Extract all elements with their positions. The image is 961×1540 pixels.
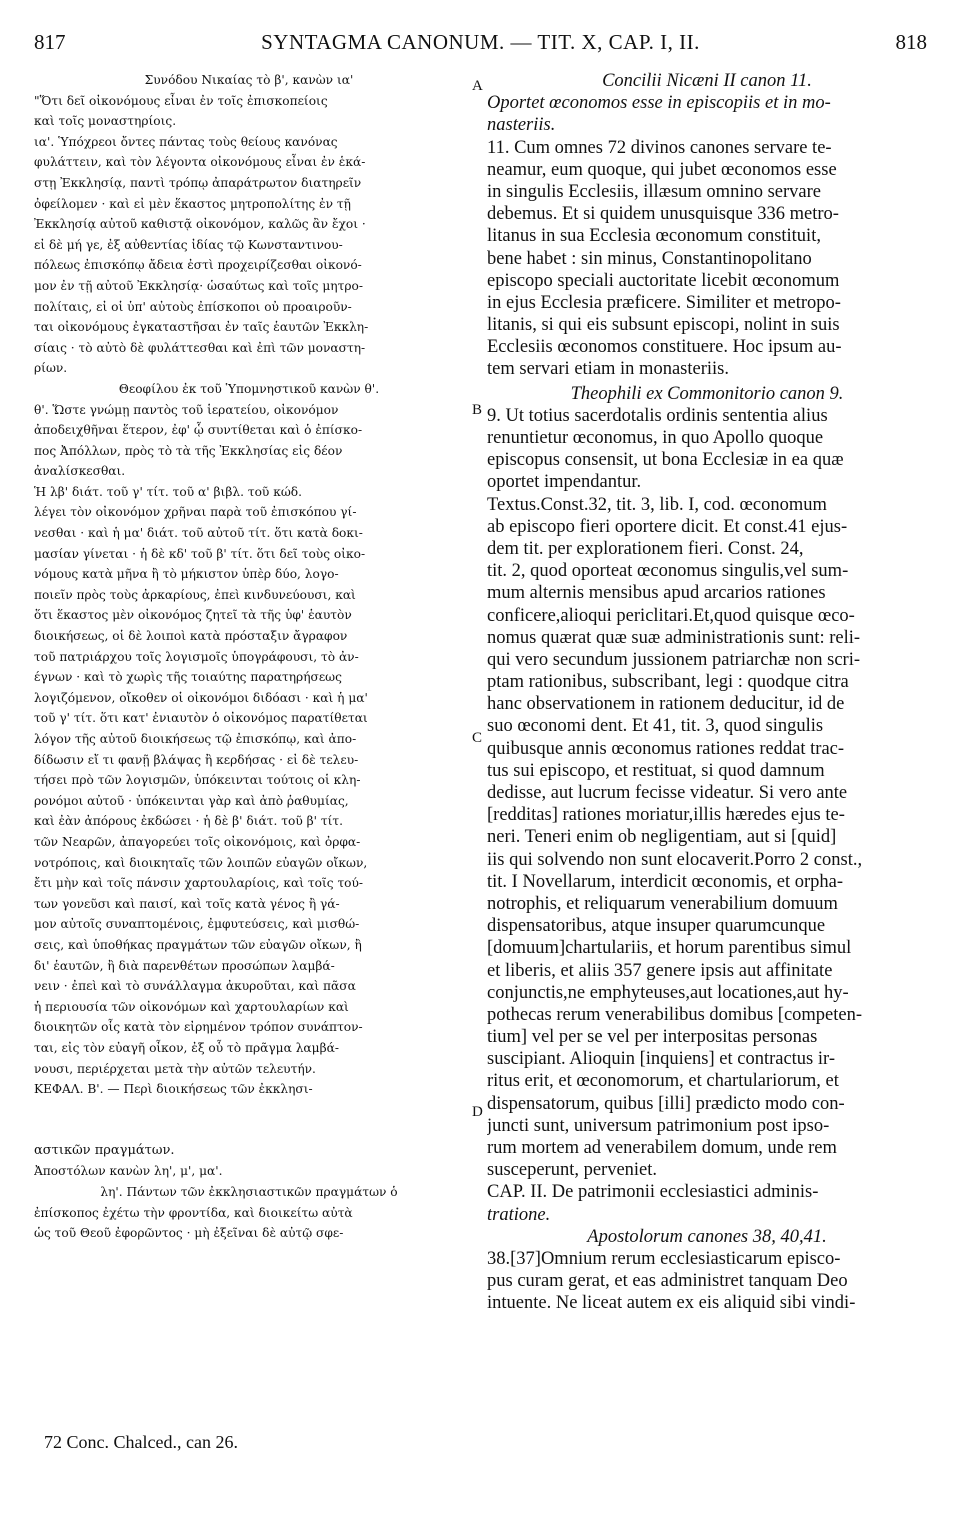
greek-line: διοικητῶν οἷς κατὰ τὸν εἰρημένον τρόπον συνάπτον- [34,1020,363,1035]
margin-letter-b: B [472,402,483,418]
greek-line: λόγον τῆς αὐτοῦ διοικήσεως τῷ ἐπισκόπῳ, καὶ ἀπο- [34,732,357,746]
greek-line: μον αὐτοῖς συναπτομένοις, ἐμφυτεύσεις, καὶ μισθώ- [34,917,360,932]
greek-line: στῃ Ἐκκλησίᾳ, παντὶ τρόπῳ ἀπαράτρωτον διατηρεῖν [34,175,362,190]
greek-line: τήσει πρὸ τῶν λογισμῶν, ὑπόκεινται τούτοις οἱ κλη- [34,773,361,788]
greek-line: ὀφείλομεν · καὶ εἰ μὲν ἕκαστος μητροπολίτης ἐν τῇ [34,196,351,211]
greek-line: ρονόμοι αὐτοῦ · ὑπόκεινται γὰρ καὶ ἀπὸ ῥαθυμίας, [34,793,349,808]
latin-line: rum mortem ad venerabilem domum, unde rem [487,1138,837,1158]
greek-line: ται οἰκονόμους ἐγκαταστῆσαι ἐν ταῖς ἑαυτῶν Ἐκκλη- [34,320,369,335]
running-title: SYNTAGMA CANONUM. — TIT. X, CAP. I, II. [261,30,700,54]
latin-line: tus sui episcopo, et restituat, si quod damnum [487,760,825,781]
greek-line: σίαις · τὸ αὐτὸ δὲ φυλάττεσθαι καὶ ἐπὶ τῶν μοναστη- [34,340,366,355]
latin-line: intuente. Ne liceat autem ex eis aliquid sibi vindi- [487,1293,856,1314]
latin-canon-heading: Concilii Nicæni II canon 11. [602,71,812,91]
latin-line: oportet impendantur. [487,472,642,493]
greek-line: πος Ἀπόλλων, πρὸς τὸ τὰ τῆς Ἐκκλησίας εἰς δέον [34,443,343,458]
greek-line: Ἐκκλησίᾳ αὐτοῦ καθιστᾷ οἰκονόμον, καλῶς ἂν ἔχοι · [34,217,366,232]
greek-line: νόμους κατὰ μῆνα ἢ τὸ μήκιστον ὑπὲρ δύο, λογο- [34,567,339,582]
greek-line: των γονεῦσι καὶ παισί, καὶ τοῖς κατὰ γένος ἢ γά- [34,896,340,911]
latin-line: quibusque annis œconomus rationes reddat trac- [487,738,845,759]
greek-line: ὡς τοῦ Θεοῦ ἐφορῶντος · μὴ ἐξεῖναι δὲ αὐτῷ σφε- [34,1226,344,1241]
margin-letter-d: D [472,1104,483,1120]
latin-line: dispensatorum, quibus [illi] prædicto modo con- [487,1093,845,1114]
greek-apostles-heading: λη'. Πάντων τῶν ἐκκλησιαστικῶν πραγμάτων ὁ [100,1185,398,1200]
latin-chapter-heading: CAP. II. De patrimonii ecclesiastici adminis- [487,1182,819,1203]
latin-line: ab episcopo fieri oportere dicit. Et const.41 ejus- [487,516,848,537]
greek-line: πόλεως ἐπισκόπῳ ἄδεια ἐστὶ προχειρίζεσθαι οἰκονό- [34,258,362,273]
greek-line: θ'. Ὥστε γνώμῃ παντὸς τοῦ ἱερατείου, οἰκονόμον [34,402,339,417]
latin-line: bene habet : sin minus, Constantinopolitano [487,248,812,269]
latin-line: tratione. [487,1204,551,1225]
latin-line: nomus quærat quæ suæ administrationis sunt: reli- [487,627,861,648]
greek-line: εἰ δὲ μή γε, ἐξ αὐθεντίας ἰδίας τῷ Κωνσταντινου- [34,237,343,252]
latin-line: [domuum]chartulariis, et horum parentibus simul [487,938,852,959]
greek-line: έγνων · καὶ τὸ χωρὶς τῆς τοιαύτης παρατηρήσεως [34,670,342,685]
margin-letter-a: A [472,78,483,94]
greek-line: Ἡ λβ' διάτ. τοῦ γ' τίτ. τοῦ α' βιβλ. τοῦ κώδ. [34,484,302,499]
latin-line: debemus. Et si quidem unusquisque 336 metro- [487,204,839,225]
latin-line: suo œconomi dent. Et 41, tit. 3, quod singulis [487,716,824,737]
greek-line: ἀποδειχθῆναι ἕτερον, ἐφ' ᾧ συντίθεται καὶ ὁ ἐπίσκο- [34,423,363,438]
latin-line: qui vero secundum jussionem patriarchæ non scri- [487,649,860,670]
latin-canon-subject: Oportet œconomos esse in episcopiis et in mo- [487,93,831,114]
latin-line: dispensatoribus, atque insuper quarumcunque [487,916,826,937]
greek-line: καὶ ἐὰν ἀπόρους ἐκδώσει · ἡ δὲ β' διάτ. τοῦ β' τίτ. [34,814,344,829]
latin-line: 38.[37]Omnium rerum ecclesiasticarum episco- [487,1248,841,1269]
greek-line: ἐπίσκοπος ἐχέτω τὴν φροντίδα, καὶ διοικείτω αὐτὰ [34,1205,353,1220]
latin-line: conjunctis,ne emphyteuses,aut locationes,aut hy- [487,982,849,1003]
latin-line: et liberis, et aliis 357 genere ipsis aut affinitate [487,960,833,981]
latin-line: tit. I Novellarum, interdicit œconomis, et orpha- [487,871,844,892]
running-header [34,30,927,60]
greek-line: καὶ τοῖς μοναστηρίοις. [34,114,177,129]
latin-line: neamur, eum quoque, qui jubet œconomos esse [487,159,837,180]
latin-line: neri. Teneri enim ob negligentiam, aut si [quid] [487,827,837,848]
margin-letter-c: C [472,730,483,746]
latin-line: litanis, si qui eis subsunt episcopi, nolint in suis [487,315,840,336]
greek-line: ἔτι μὴν καὶ τοῖς πάνσιν χαρτουλαρίοις, καὶ τοῖς τού- [34,876,364,891]
greek-line: λέγει τὸν οἰκονόμον χρῆναι παρὰ τοῦ ἐπισκόπου γί- [34,505,357,520]
greek-column [34,70,464,1264]
greek-line: διοικήσεως, οἱ δὲ λοιποὶ κατὰ πρόσταξιν ἄγραφον [34,629,348,644]
latin-line: nasteriis. [487,115,556,136]
greek-line: Ἀποστόλων κανὼν λη', μ', μα'. [34,1164,223,1179]
greek-theophilus-heading: Θεοφίλου ἐκ τοῦ Ὑπομνηστικοῦ κανὼν θ'. [118,381,380,396]
greek-line: ἀναλίσκεσθαι. [34,464,126,479]
greek-line: ἡ περιουσία τῶν οἰκονόμων καὶ χαρτουλαρίων καὶ [34,999,349,1014]
greek-line: νοτρόποις, καὶ διοικηταῖς τῶν λοιπῶν εὐαγῶν οἴκων, [34,855,368,870]
greek-line: δι' ἑαυτῶν, ἢ διὰ παρενθέτων προσώπων λαμβά- [34,958,335,973]
page-number-right: 818 [895,30,927,54]
latin-line: dedisse, aut lucrum fecisse videatur. Si vero ante [487,783,848,803]
latin-apostles-heading: Apostolorum canones 38, 40,41. [587,1226,827,1247]
latin-line: 11. Cum omnes 72 divinos canones servare te- [487,137,832,158]
greek-line: σεις, καὶ ὑποθήκας πραγμάτων τῶν εὐαγῶν οἴκων, ἢ [34,937,362,952]
latin-line: susceperunt, perveniet. [487,1160,658,1181]
latin-theophilus-heading: Theophili ex Commonitorio canon 9. [570,383,844,404]
greek-line: ρίων. [34,361,68,376]
latin-line: 9. Ut totius sacerdotalis ordinis sententia alius [487,405,828,426]
latin-line: ptam rationibus, subscribant, legi : quodque citra [487,672,849,693]
greek-line: ΚΕΦΑΛ. Β'. — Περὶ διοικήσεως τῶν ἐκκλησι- [34,1082,313,1097]
greek-line: πολίταις, εἰ οἱ ὑπ' αὐτοὺς ἐπίσκοποι οὐ προαιροῦν- [34,299,352,314]
greek-line: τῶν Νεαρῶν, ἀπαγορεύει τοῖς οἰκονόμοις, καὶ ὀρφα- [34,834,361,849]
latin-line: notrophis, et reliquarum venerabilium domuum [487,893,838,914]
latin-line: tit. 2, quod oporteat œconomus singulis,vel sum- [487,561,849,582]
greek-line: τοῦ πατριάρχου τοῖς λογισμοῖς ὑπογράφουσι, τὸ ἀν- [34,649,359,664]
greek-canon-subject: "Ὅτι δεῖ οἰκονόμους εἶναι ἐν τοῖς ἐπισκοπείοις [34,93,328,108]
latin-line: ritus erit, et œconomorum, et chartulariorum, et [487,1071,839,1092]
latin-line: in ejus Ecclesia præficere. Similiter et metropo- [487,292,841,313]
greek-line: ται, εἰς τὸν εὐαγῆ οἶκον, ἐξ οὗ τὸ πρᾶγμα λαμβά- [34,1040,339,1055]
latin-line: episcopus consensit, ut bona Ecclesiæ in ea quæ [487,450,844,471]
greek-line: τοῦ γ' τίτ. ὅτι κατ' ἐνιαυτὸν ὁ οἰκονόμος παρατίθεται [34,711,368,726]
latin-line: mum alternis mensibus apud arcarios rationes [487,583,826,604]
greek-line: ια'. Ὑπόχρεοι ὄντες πάντας τοὺς θείους κανόνας [34,134,338,149]
latin-line: tem servari etiam in monasteriis. [487,359,729,380]
latin-line: hanc observationem in rationem deducitur, id de [487,694,845,715]
greek-line [34,1244,464,1265]
latin-line: juncti sunt, universum patrimonium post ipso- [487,1115,830,1136]
latin-line: iis qui solvendo non sunt elocaverit.Porro 2 const., [487,849,863,870]
greek-line: λογιζόμενον, οἴκοθεν οἱ οἰκονόμοι διδόασι · καὶ ἡ μα' [34,690,368,705]
greek-line: νεσθαι · καὶ ἡ μα' διάτ. τοῦ αὐτοῦ τίτ. ὅτι κατὰ δοκι- [34,526,363,541]
latin-line: litanus in sua Ecclesia œconomum constituit, [487,226,821,247]
latin-line: Textus.Const.32, tit. 3, lib. I, cod. œconomum [487,494,827,515]
latin-line: dem tit. per explorationem fieri. Const. 24, [487,538,804,559]
footnote: 72 Conc. Chalced., can 26. [44,1432,238,1452]
latin-line: suscipiant. Alioquin [inquiens] et contractus ir- [487,1049,835,1070]
greek-line: ὅτι ἕκαστος μὲν οἰκονόμος ζητεῖ τὰ τῆς ὑφ' ἑαυτὸν [34,608,352,623]
greek-chapter-heading: αστικῶν πραγμάτων. [34,1142,175,1158]
greek-line: δίδωσιν εἴ τι φανῇ βλάψας ἢ κερδήσας · εἰ δὲ τελευ- [34,752,359,767]
greek-canon-heading: Συνόδου Νικαίας τὸ β', κανὼν ια' [144,73,354,87]
latin-line: Ecclesiis œconomos constituere. Hoc ipsum au- [487,337,842,358]
greek-line: μον ἐν τῇ αὐτοῦ Ἐκκλησίᾳ· ὡσαύτως καὶ τοῖς μητρο- [34,278,363,293]
greek-line: μασίαν γίνεται · ἡ δὲ κδ' τοῦ β' τίτ. ὅτι δεῖ τοὺς οἰκο- [34,546,366,561]
latin-line: pus curam gerat, et eas administret tanquam Deo [487,1271,848,1292]
latin-line: conficere,alioqui periclitari.Et,quod quisque œco- [487,605,855,626]
latin-line: tium] vel per se vel per interpositas personas [487,1027,818,1048]
latin-line: episcopo speciali auctoritate licebit œconomum [487,270,840,291]
latin-line: in singulis Ecclesiis, illæsum omnino servare [487,181,821,202]
page-number-left: 817 [34,30,66,54]
latin-column [487,70,927,1315]
greek-line: νειν · ἐπεὶ καὶ τὸ συνάλλαγμα ἀκυροῦται, καὶ πᾶσα [34,979,356,994]
latin-line: [redditas] rationes moriatur,illis hæredes ejus te- [487,805,845,826]
greek-line: φυλάττειν, καὶ τὸν λέγοντα οἰκονόμους εἶναι ἐν ἑκά- [34,155,366,170]
latin-line: renuntietur œconomus, in quo Apollo quoque [487,428,824,448]
latin-line: pothecas rerum venerabilibus domibus [competen- [487,1004,863,1025]
greek-line: ποιεῖν πρὸς τοὺς ἀρκαρίους, ἐπεὶ κινδυνεύουσι, καὶ [34,587,356,602]
greek-line: νουσι, περιέρχεται μετὰ τὴν αὐτῶν τελευτήν. [34,1061,316,1076]
